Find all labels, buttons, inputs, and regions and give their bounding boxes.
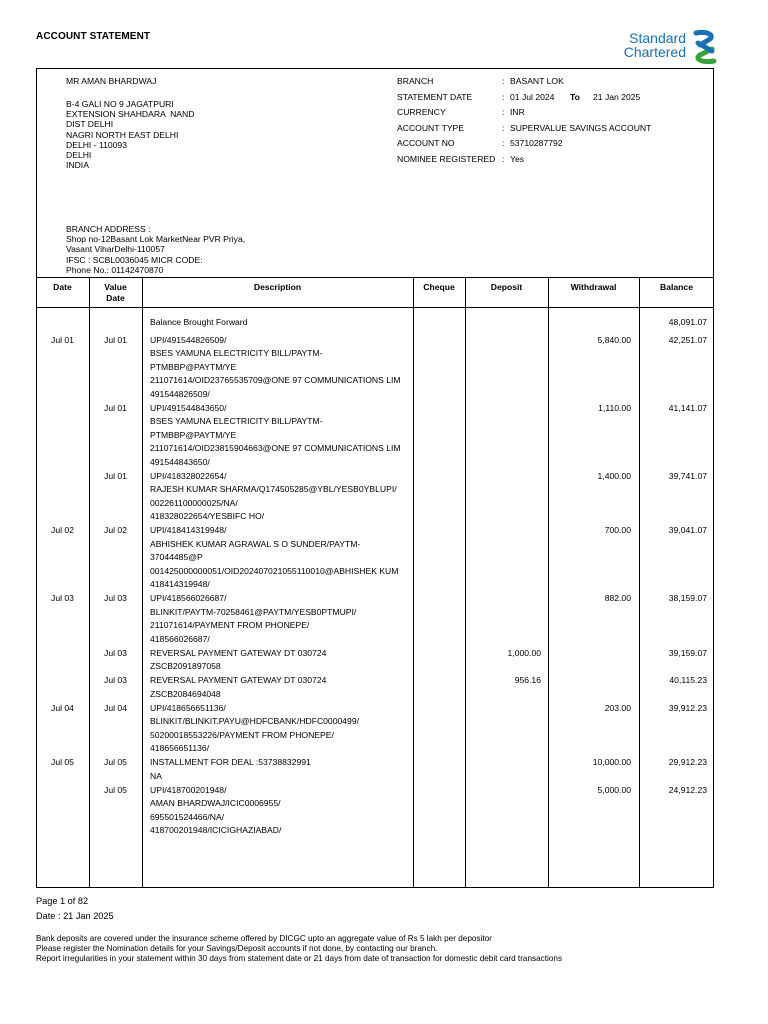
account-number-label: ACCOUNT NO [397, 138, 455, 148]
branch-address-line: IFSC : SCBL0036045 MICR CODE: [66, 254, 203, 265]
address-line: DELHI - 110093 [66, 139, 127, 150]
to-label: To [570, 91, 580, 102]
page-number: Page 1 of 82 [36, 896, 89, 906]
currency-label: CURRENCY [397, 107, 446, 117]
cell-description-line: 002261100000025/NA/ [150, 497, 238, 508]
cell-description-line: UPI/418566026687/ [150, 593, 227, 603]
standard-chartered-icon [688, 29, 722, 65]
cell-date: Jul 05 [51, 757, 74, 767]
cell-description-line: UPI/418328022654/ [150, 470, 227, 481]
column-divider [465, 277, 466, 888]
cell-description-line: BLINKIT/BLINKIT.PAYU@HDFCBANK/HDFC0000499/ [150, 716, 359, 726]
cell-description-line: INSTALLMENT FOR DEAL :53738832991 [150, 757, 311, 767]
cell-description-line: 50200018553226/PAYMENT FROM PHONEPE/ [150, 729, 334, 740]
cell-value-date: Jul 05 [104, 784, 127, 795]
cell-value-date: Jul 02 [104, 525, 127, 535]
cell-description-line: UPI/491544826509/ [150, 334, 227, 345]
cell-description-line: 418566026687/ [150, 633, 210, 644]
cell-withdrawal: 1,400.00 [597, 470, 631, 481]
page-title: ACCOUNT STATEMENT [36, 31, 151, 42]
colon: : [502, 138, 505, 148]
cell-description-line: BSES YAMUNA ELECTRICITY BILL/PAYTM- [150, 348, 323, 358]
cell-description-line: PTMBBP@PAYTM/YE [150, 429, 237, 440]
address-line: INDIA [66, 160, 89, 171]
cell-balance: 29,912.23 [668, 757, 707, 767]
cell-withdrawal: 5,000.00 [597, 784, 631, 795]
cell-balance: 41,141.07 [668, 402, 707, 413]
cell-value-date: Jul 05 [104, 757, 127, 767]
colon: : [502, 122, 505, 133]
cell-value-date: Jul 03 [104, 593, 127, 603]
account-type-label: ACCOUNT TYPE [397, 122, 465, 133]
customer-address [66, 99, 194, 170]
cell-value-date: Jul 01 [104, 334, 127, 345]
cell-description-line: NA [150, 770, 162, 781]
cell-date: Jul 04 [51, 702, 74, 713]
cell-description-line: 491544826509/ [150, 388, 210, 399]
header-date: Date [53, 282, 72, 292]
cell-description-line: AMAN BHARDWAJ/ICIC0006955/ [150, 798, 281, 808]
address-line: NAGRI NORTH EAST DELHI [66, 129, 179, 140]
branch-address-line: BRANCH ADDRESS : [66, 224, 151, 234]
customer-name: MR AMAN BHARDWAJ [66, 76, 157, 86]
address-line: B-4 GALI NO 9 JAGATPURI [66, 99, 174, 109]
cell-description-line: PTMBBP@PAYTM/YE [150, 361, 237, 372]
cell-description-line: 491544843650/ [150, 456, 210, 467]
table-top-rule [36, 277, 714, 278]
cell-date: Jul 01 [51, 334, 74, 345]
cell-description-line: Balance Brought Forward [150, 317, 248, 327]
branch-address [66, 224, 245, 275]
header-withdrawal: Withdrawal [570, 282, 617, 292]
colon: : [502, 153, 505, 164]
disclaimer-line: Report irregularities in your statement within 30 days from statement date or 21 days from date of transaction for domestic debit card transactions [36, 953, 563, 963]
cell-description-line: 211071614/PAYMENT FROM PHONEPE/ [150, 620, 310, 630]
cell-description-line: RAJESH KUMAR SHARMA/Q174505285@YBL/YESB0YBLUPI/ [150, 484, 397, 494]
address-line: DIST DELHI [66, 119, 114, 130]
colon: : [502, 107, 505, 117]
currency-value: INR [510, 107, 525, 117]
cell-description-line: 211071614/OID23765535709@ONE 97 COMMUNICATIONS LIM [150, 375, 401, 385]
cell-description-line: ABHISHEK KUMAR AGRAWAL S O SUNDER/PAYTM- [150, 538, 361, 549]
cell-description-line: UPI/491544843650/ [150, 402, 227, 413]
column-divider [142, 277, 143, 888]
cell-description-line: 211071614/OID23815904663@ONE 97 COMMUNICATIONS LIM [150, 443, 401, 453]
cell-description-line: 001425000000051/OID202407021055110010@ABHISHEK KUM [150, 565, 399, 576]
colon: : [502, 91, 505, 102]
branch-address-line: Phone No.: 01142470870 [66, 264, 164, 275]
cell-value-date: Jul 01 [104, 402, 127, 413]
nominee-value: Yes [510, 153, 525, 164]
cell-description-line: ZSCB2091897058 [150, 661, 221, 671]
cell-value-date: Jul 04 [104, 702, 127, 713]
cell-description-line: REVERSAL PAYMENT GATEWAY DT 030724 [150, 647, 327, 658]
statement-from: 01 Jul 2024 [510, 91, 555, 102]
cell-description-line: UPI/418656651136/ [150, 702, 226, 713]
column-divider [413, 277, 414, 888]
cell-description-line: UPI/418700201948/ [150, 784, 227, 795]
statement-date-label: STATEMENT DATE [397, 91, 473, 102]
cell-value-date: Jul 01 [104, 470, 127, 481]
cell-balance: 38,159.07 [668, 593, 707, 603]
header-cheque: Cheque [423, 282, 455, 292]
cell-balance: 48,091.07 [668, 317, 707, 327]
cell-date: Jul 02 [51, 525, 74, 535]
cell-description-line: 37044485@P [150, 552, 203, 562]
cell-balance: 39,912.23 [668, 702, 707, 713]
cell-description-line: 418700201948/ICICIGHAZIABAD/ [150, 825, 282, 835]
account-type-value: SUPERVALUE SAVINGS ACCOUNT [510, 122, 652, 133]
account-number-value: 53710287792 [510, 138, 563, 148]
nominee-label: NOMINEE REGISTERED [397, 153, 496, 164]
header-description: Description [253, 282, 302, 292]
branch-address-line: Shop no-12Basant Lok MarketNear PVR Priya, [66, 234, 246, 245]
header-balance: Balance [660, 282, 693, 292]
cell-withdrawal: 5,840.00 [597, 334, 631, 345]
header-value-date: Value Date [104, 282, 127, 303]
cell-description-line: ZSCB2084694048 [150, 688, 221, 699]
disclaimer-line: Please register the Nomination details for your Savings/Deposit accounts if not done, by contacting our branch. [36, 943, 438, 953]
cell-description-line: 418414319948/ [150, 579, 210, 589]
cell-date: Jul 03 [51, 593, 74, 603]
cell-withdrawal: 700.00 [604, 525, 631, 535]
statement-to: 21 Jan 2025 [593, 91, 641, 102]
bank-logo [612, 29, 722, 65]
branch-label: BRANCH [397, 76, 434, 86]
cell-description-line: 418656651136/ [150, 743, 210, 753]
cell-withdrawal: 882.00 [604, 593, 631, 603]
cell-balance: 39,159.07 [668, 647, 707, 658]
address-line: EXTENSION SHAHDARA NAND [66, 109, 195, 120]
cell-description-line: 695501524466/NA/ [150, 811, 225, 822]
header-deposit: Deposit [490, 282, 523, 292]
colon: : [502, 76, 505, 86]
cell-balance: 40,115.23 [669, 675, 707, 685]
cell-balance: 42,251.07 [668, 334, 707, 345]
cell-description-line: BLINKIT/PAYTM-70258461@PAYTM/YESB0PTMUPI/ [150, 606, 357, 617]
cell-balance: 39,041.07 [668, 525, 707, 535]
cell-description-line: 418328022654/YESBIFC HO/ [150, 511, 265, 521]
cell-balance: 24,912.23 [668, 784, 707, 795]
cell-withdrawal: 10,000.00 [592, 757, 631, 767]
cell-balance: 39,741.07 [668, 470, 707, 481]
branch-address-line: Vasant ViharDelhi-110057 [66, 244, 165, 255]
cell-description-line: UPI/418414319948/ [150, 525, 227, 535]
cell-value-date: Jul 03 [104, 647, 127, 658]
cell-deposit: 1,000.00 [507, 647, 541, 658]
logo-line-2: Chartered [623, 44, 686, 60]
branch-value: BASANT LOK [510, 76, 564, 86]
logo-line-1: Standard [629, 30, 686, 46]
disclaimer-line: Bank deposits are covered under the insurance scheme offered by DICGC upto an aggregate value of Rs 5 lakh per depositor [36, 934, 492, 943]
cell-value-date: Jul 03 [104, 675, 127, 685]
disclaimer [36, 934, 562, 963]
cell-description-line: BSES YAMUNA ELECTRICITY BILL/PAYTM- [150, 416, 323, 426]
cell-deposit: 956.16 [514, 675, 541, 685]
address-line: DELHI [66, 150, 92, 161]
cell-description-line: REVERSAL PAYMENT GATEWAY DT 030724 [150, 675, 327, 685]
cell-withdrawal: 203.00 [604, 702, 631, 713]
table-header-rule [36, 307, 714, 308]
cell-withdrawal: 1,110.00 [598, 402, 631, 413]
footer-date: Date : 21 Jan 2025 [36, 911, 114, 921]
